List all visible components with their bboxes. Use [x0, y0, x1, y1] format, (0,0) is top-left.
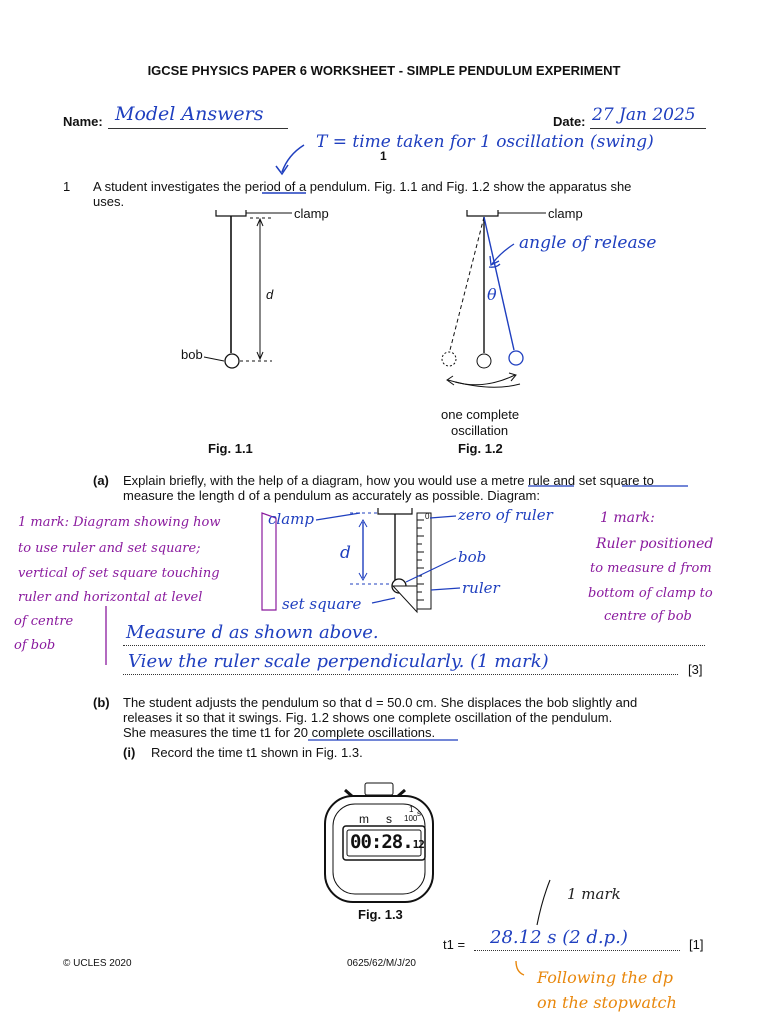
fig11-caption: Fig. 1.1 [208, 441, 253, 456]
question-text-line2: uses. [93, 194, 125, 209]
footer-code: 0625/62/M/J/20 [347, 958, 416, 969]
part-b-line3: She measures the time t1 for 20 complete oscillations. [123, 725, 436, 740]
answer-a-dotted-1 [123, 645, 705, 646]
fig11-d-label: d [266, 287, 274, 302]
period-note: T = time taken for 1 oscillation (swing) [316, 132, 654, 152]
answer-a-line1: Measure d as shown above. [126, 622, 379, 643]
stopwatch-unit-s: s [386, 812, 392, 826]
stopwatch-display-main: 00:28. [350, 831, 413, 853]
diagram-clamp-label: clamp [268, 510, 314, 528]
answer-b-follow-note-2: on the stopwatch [537, 993, 677, 1012]
diagram-set-square-label: set square [282, 595, 362, 613]
answer-b-mark-note: 1 mark [567, 885, 621, 903]
answer-a-dotted-2 [123, 674, 678, 675]
stopwatch-unit-m: m [359, 812, 369, 826]
stopwatch-unit-frac-s: s [417, 809, 421, 818]
note-right-line2: Ruler positioned [596, 536, 714, 552]
part-b-label: (b) [93, 695, 110, 710]
note-left-line6: of bob [14, 638, 56, 653]
fig11-clamp-label: clamp [294, 206, 329, 221]
note-left-line3: vertical of set square touching [18, 566, 220, 581]
part-a-label: (a) [93, 473, 109, 488]
stopwatch-display-small: 12 [412, 838, 424, 851]
fig12-theta: θ [487, 285, 497, 304]
fig12-angle-note: angle of release [519, 233, 657, 253]
fig-1-1-drawing [204, 210, 292, 368]
part-b-sub-text: Record the time t1 shown in Fig. 1.3. [151, 745, 363, 760]
fig12-oscillation-line2: oscillation [451, 423, 509, 438]
answer-b-follow-note-1: Following the dp [537, 968, 673, 987]
note-right-line4: bottom of clamp to [588, 586, 713, 601]
page-number: 1 [380, 149, 387, 163]
name-value: Model Answers [115, 103, 264, 125]
part-b-line1: The student adjusts the pendulum so that d = 50.0 cm. She displaces the bob slightly and [123, 695, 638, 710]
fig12-oscillation-line1: one complete [441, 407, 520, 422]
note-right-line1: 1 mark: [600, 510, 655, 526]
question-number: 1 [63, 179, 71, 194]
part-a-line2: measure the length d of a pendulum as accurately as possible. Diagram: [123, 488, 540, 503]
stopwatch-caption: Fig. 1.3 [358, 907, 403, 922]
note-left-line5: of centre [14, 614, 74, 629]
name-label: Name: [63, 114, 103, 129]
note-left-line1: 1 mark: Diagram showing how [18, 515, 221, 530]
note-right-line5: centre of bob [604, 609, 692, 624]
diagram-bob-label: bob [458, 548, 487, 566]
stopwatch-unit-frac-num: 1 [409, 805, 414, 814]
note-right-line3: to measure d from [590, 561, 712, 576]
note-left-line2: to use ruler and set square; [18, 541, 201, 556]
fig12-caption: Fig. 1.2 [458, 441, 503, 456]
diagram-d-label: d [340, 543, 351, 563]
date-label: Date: [553, 114, 586, 129]
part-b-line2: releases it so that it swings. Fig. 1.2 shows one complete oscillation of the pendulum. [123, 710, 613, 725]
answer-b-label: t1 = [443, 937, 466, 952]
part-a-marks: [3] [688, 662, 703, 677]
question-text-line1: A student investigates the period of a pendulum. Fig. 1.1 and Fig. 1.2 show the apparatus she [93, 179, 632, 194]
part-a-line1: Explain briefly, with the help of a diagram, how you would use a metre rule and set square to [123, 473, 654, 488]
stopwatch-display [350, 831, 424, 856]
note-left-line4: ruler and horizontal at level [18, 590, 203, 605]
diagram-scale-zero: 0 [425, 512, 430, 521]
answer-b-dotted [474, 950, 680, 951]
footer-copyright: © UCLES 2020 [63, 958, 132, 969]
stopwatch-unit-frac-den: 100 [404, 814, 418, 823]
answer-b-marks: [1] [689, 937, 704, 952]
part-b-sub-label: (i) [123, 745, 136, 760]
worksheet-title: IGCSE PHYSICS PAPER 6 WORKSHEET - SIMPLE PENDULUM EXPERIMENT [147, 63, 621, 78]
fig12-clamp-label: clamp [548, 206, 583, 221]
date-value: 27 Jan 2025 [592, 105, 696, 125]
diagram-ruler-label: ruler [462, 579, 500, 597]
fig11-bob-label: bob [181, 347, 203, 362]
answer-a-line2: View the ruler scale perpendicularly. (1 mark) [128, 651, 549, 672]
answer-b-value: 28.12 s (2 d.p.) [490, 927, 628, 948]
diagram-zero-label: zero of ruler [458, 506, 553, 524]
